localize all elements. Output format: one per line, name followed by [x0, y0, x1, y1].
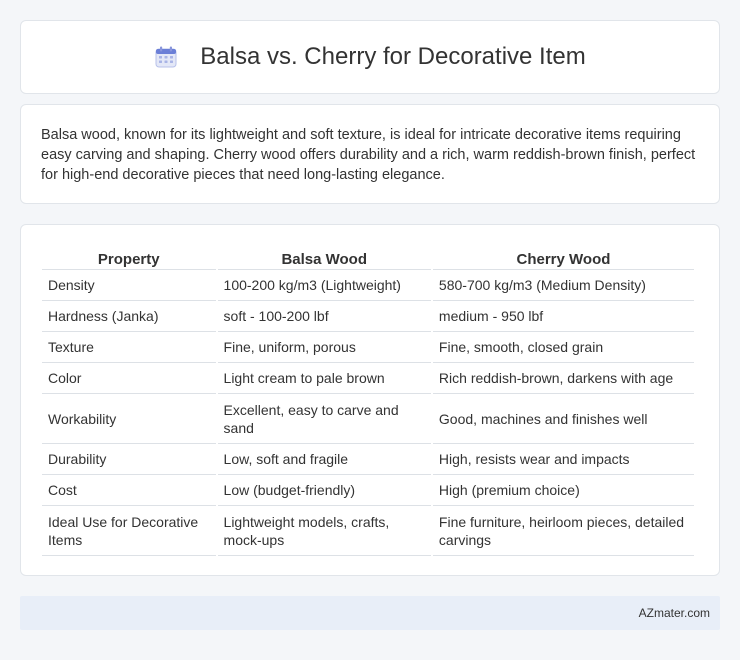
- footer-bar: [20, 596, 720, 630]
- table-row: [42, 475, 694, 506]
- table-row: [42, 444, 694, 475]
- footer-brand[interactable]: AZmater.com: [638, 606, 710, 620]
- intro-card: [20, 104, 720, 204]
- page-title: Balsa vs. Cherry for Decorative Item: [200, 43, 586, 70]
- balsa-cell: Light cream to pale brown: [218, 363, 431, 394]
- cherry-cell: medium - 950 lbf: [433, 301, 694, 332]
- cherry-cell: Rich reddish-brown, darkens with age: [433, 363, 694, 394]
- balsa-cell: Low (budget-friendly): [218, 475, 431, 506]
- table-row: [42, 506, 694, 556]
- property-cell: Cost: [42, 475, 216, 506]
- cherry-cell: Fine, smooth, closed grain: [433, 332, 694, 363]
- property-cell: Hardness (Janka): [42, 301, 216, 332]
- property-cell: Density: [42, 270, 216, 301]
- balsa-cell: Lightweight models, crafts, mock-ups: [218, 506, 431, 556]
- calendar-icon: [154, 45, 178, 69]
- comparison-table: [40, 245, 696, 556]
- table-header-row: [42, 245, 694, 270]
- title-card: [20, 20, 720, 94]
- cherry-cell: Fine furniture, heirloom pieces, detailed carvings: [433, 506, 694, 556]
- cherry-cell: 580-700 kg/m3 (Medium Density): [433, 270, 694, 301]
- property-cell: Texture: [42, 332, 216, 363]
- cherry-cell: High (premium choice): [433, 475, 694, 506]
- balsa-cell: Excellent, easy to carve and sand: [218, 394, 431, 444]
- table-row: [42, 332, 694, 363]
- comparison-card: [20, 224, 720, 576]
- table-row: [42, 270, 694, 301]
- cherry-cell: High, resists wear and impacts: [433, 444, 694, 475]
- cherry-cell: Good, machines and finishes well: [433, 394, 694, 444]
- balsa-cell: Low, soft and fragile: [218, 444, 431, 475]
- property-cell: Ideal Use for Decorative Items: [42, 506, 216, 556]
- property-cell: Durability: [42, 444, 216, 475]
- balsa-cell: soft - 100-200 lbf: [218, 301, 431, 332]
- property-cell: Workability: [42, 394, 216, 444]
- header-balsa: Balsa Wood: [218, 245, 431, 270]
- property-cell: Color: [42, 363, 216, 394]
- balsa-cell: Fine, uniform, porous: [218, 332, 431, 363]
- table-row: [42, 394, 694, 444]
- table-row: [42, 363, 694, 394]
- balsa-cell: 100-200 kg/m3 (Lightweight): [218, 270, 431, 301]
- intro-paragraph: Balsa wood, known for its lightweight and soft texture, is ideal for intricate decorative items requiring easy carving and shaping. Cherry wood offers durability and a rich, warm reddish-brown finish, perfect for high-end decorative pieces that need long-lasting elegance.: [41, 127, 696, 183]
- title-wrap: [154, 43, 585, 71]
- header-cherry: Cherry Wood: [433, 245, 694, 270]
- table-row: [42, 301, 694, 332]
- header-property: Property: [42, 245, 216, 270]
